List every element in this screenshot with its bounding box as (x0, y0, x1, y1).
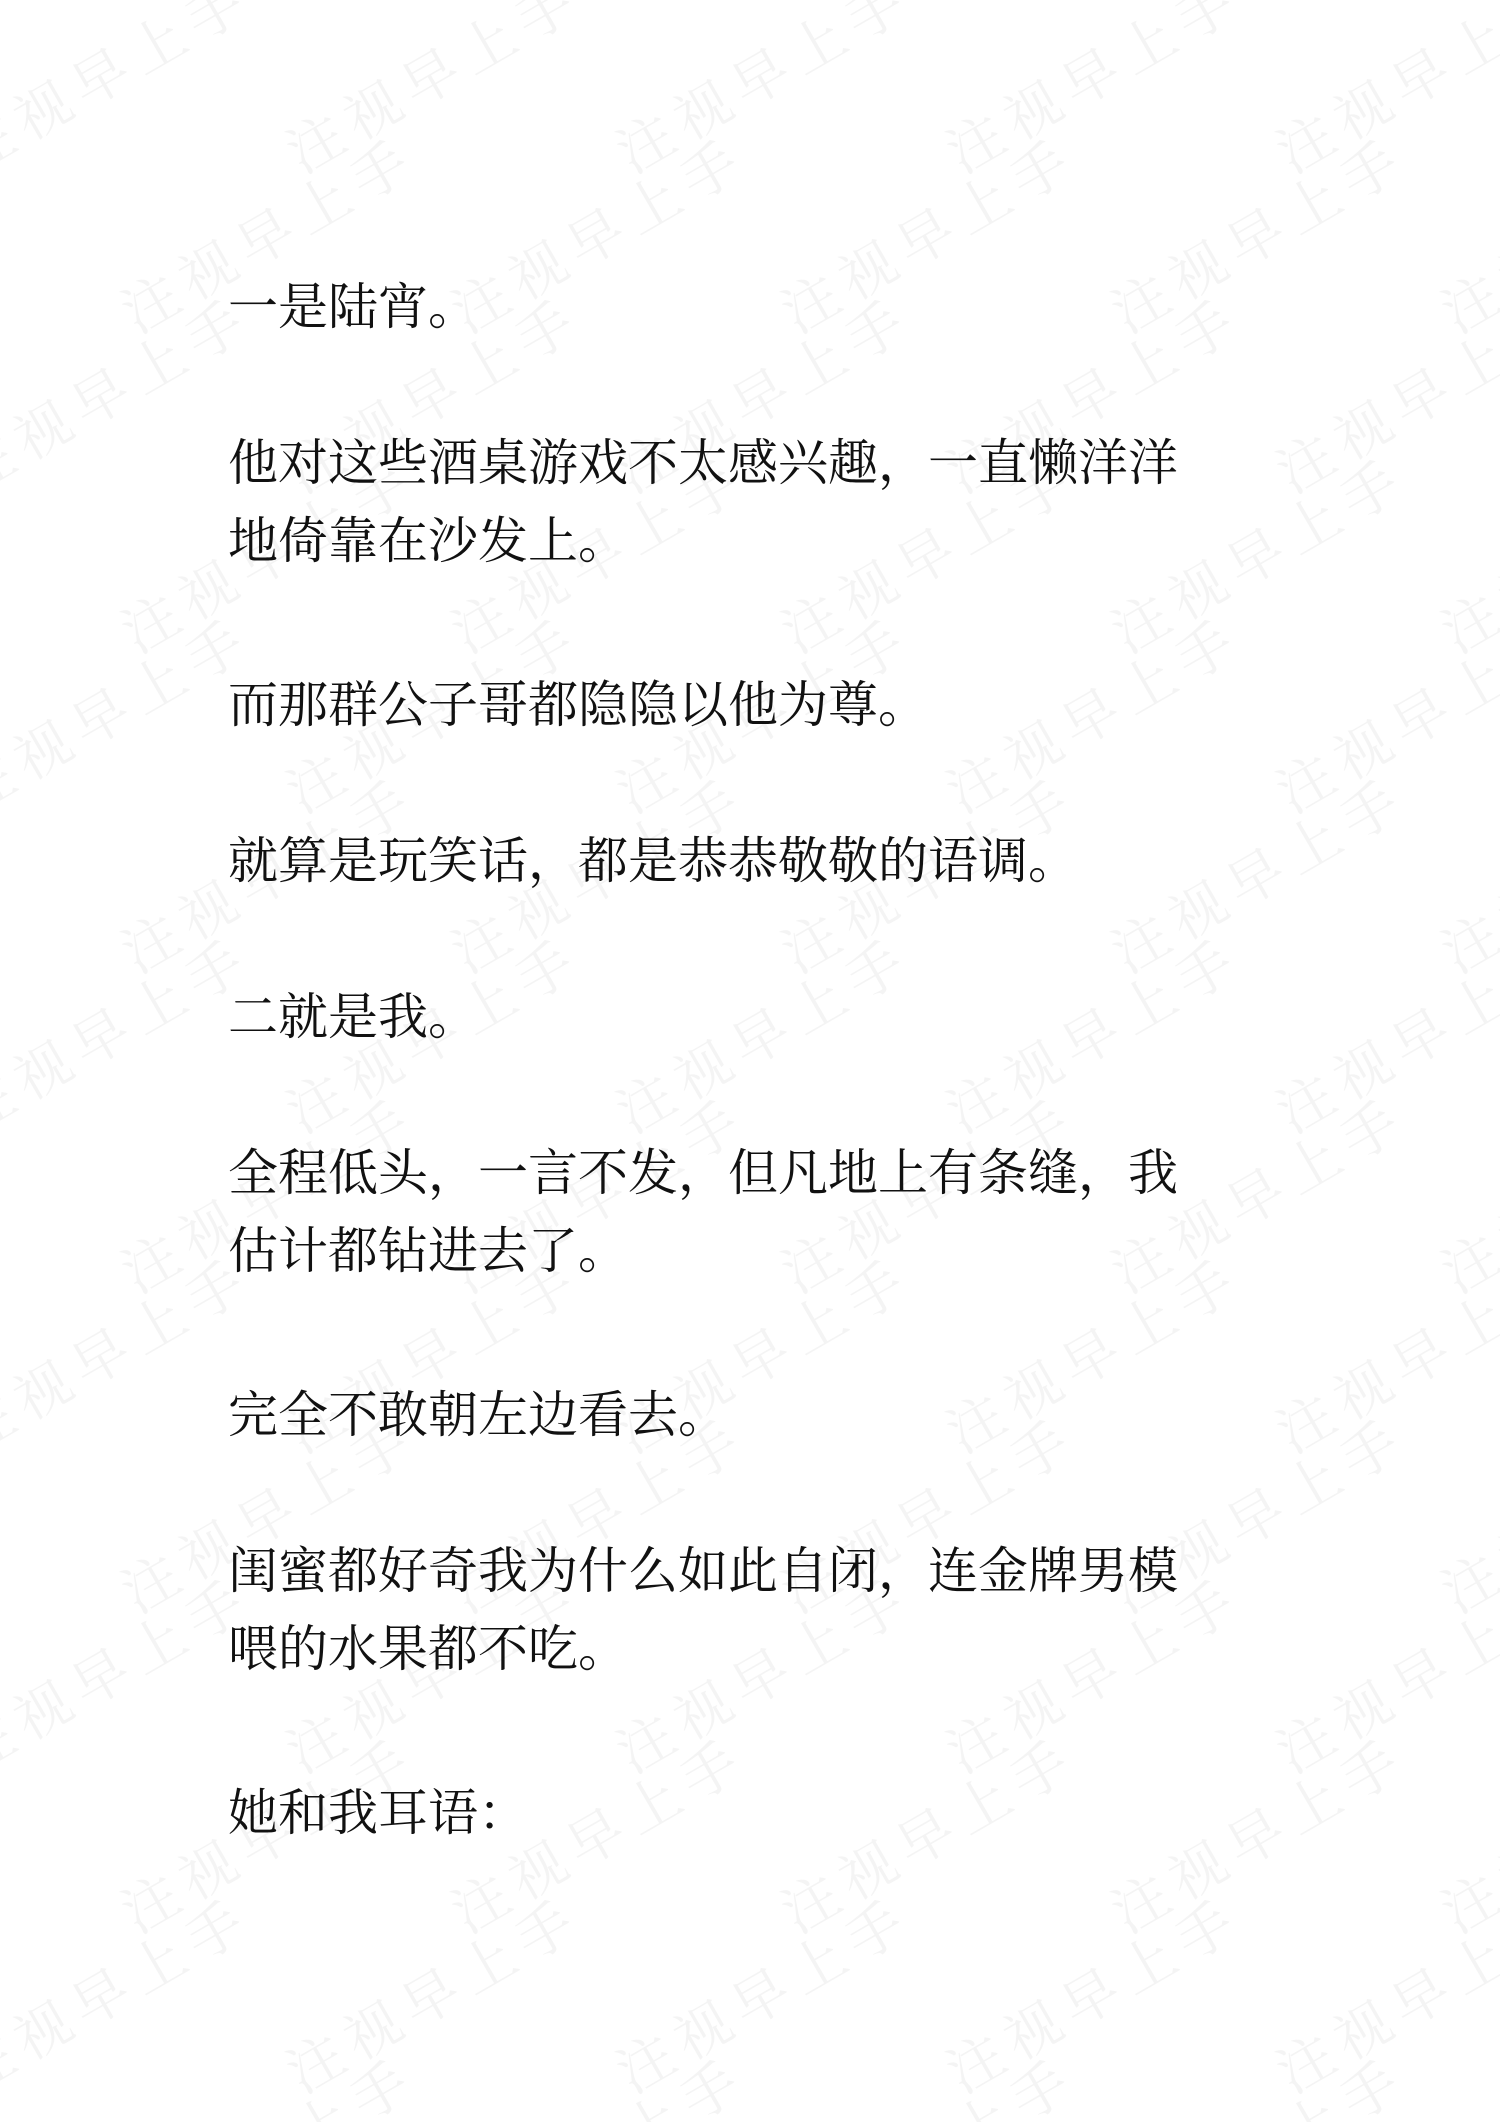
watermark-text (270, 0, 596, 189)
watermark-text (1425, 1395, 1500, 1629)
paragraph (228, 978, 478, 1056)
watermark-text (105, 2035, 431, 2122)
watermark-text (0, 0, 266, 189)
watermark-text (1425, 115, 1500, 349)
watermark-text (1425, 2035, 1500, 2122)
paragraph (228, 424, 1178, 580)
text-line: 她和我耳语： (228, 1784, 528, 1842)
text-line: 完全不敢朝左边看去。 (228, 1386, 728, 1444)
paragraph (228, 1376, 728, 1454)
watermark-text (1425, 1715, 1500, 1949)
watermark-text (930, 595, 1256, 829)
watermark-text (1260, 1555, 1500, 1789)
watermark-text (765, 115, 1091, 349)
text-line: 估计都钻进去了。 (228, 1222, 628, 1280)
watermark-text (1425, 1075, 1500, 1309)
text-line: 就算是玩笑话，都是恭恭敬敬的语调。 (228, 832, 1078, 890)
watermark-text (0, 1235, 266, 1469)
watermark-text (0, 915, 266, 1149)
text-line: 而那群公子哥都隐隐以他为尊。 (228, 676, 928, 734)
watermark-text (1425, 755, 1500, 989)
watermark-text (600, 915, 926, 1149)
watermark-text (600, 0, 926, 189)
watermark-text (1095, 115, 1421, 349)
paragraph (228, 1532, 1178, 1688)
watermark-text (600, 1875, 926, 2109)
text-line: 一是陆宵。 (228, 278, 478, 336)
text-line: 他对这些酒桌游戏不太感兴趣，一直懒洋洋 (228, 434, 1178, 492)
paragraph (228, 822, 1078, 900)
watermark-text (1260, 915, 1500, 1149)
watermark-text (0, 595, 266, 829)
text-line: 喂的水果都不吃。 (228, 1620, 628, 1678)
watermark-text (930, 0, 1256, 189)
watermark-text (1260, 1875, 1500, 2109)
watermark-text (435, 2035, 761, 2122)
watermark-text (765, 2035, 1091, 2122)
watermark-text (1260, 275, 1500, 509)
watermark-text (765, 1715, 1091, 1949)
paragraph (228, 1774, 528, 1852)
text-line: 闺蜜都好奇我为什么如此自闭，连金牌男模 (228, 1542, 1178, 1600)
text-line: 地倚靠在沙发上。 (228, 512, 628, 570)
watermark-text (435, 115, 761, 349)
text-line: 二就是我。 (228, 988, 478, 1046)
watermark-text (270, 1875, 596, 2109)
watermark-text (1260, 595, 1500, 829)
watermark-text (0, 1555, 266, 1789)
paragraph (228, 268, 478, 346)
watermark-text (1425, 435, 1500, 669)
watermark-text (930, 1875, 1256, 2109)
watermark-text (1260, 0, 1500, 189)
watermark-text (930, 915, 1256, 1149)
watermark-text (1095, 755, 1421, 989)
watermark-text (0, 275, 266, 509)
paragraph (228, 1134, 1178, 1290)
watermark-text (1260, 1235, 1500, 1469)
watermark-text (1095, 1715, 1421, 1949)
watermark-text (1095, 2035, 1421, 2122)
watermark-text (0, 1875, 266, 2109)
paragraph (228, 666, 928, 744)
text-line: 全程低头，一言不发，但凡地上有条缝，我 (228, 1144, 1178, 1202)
